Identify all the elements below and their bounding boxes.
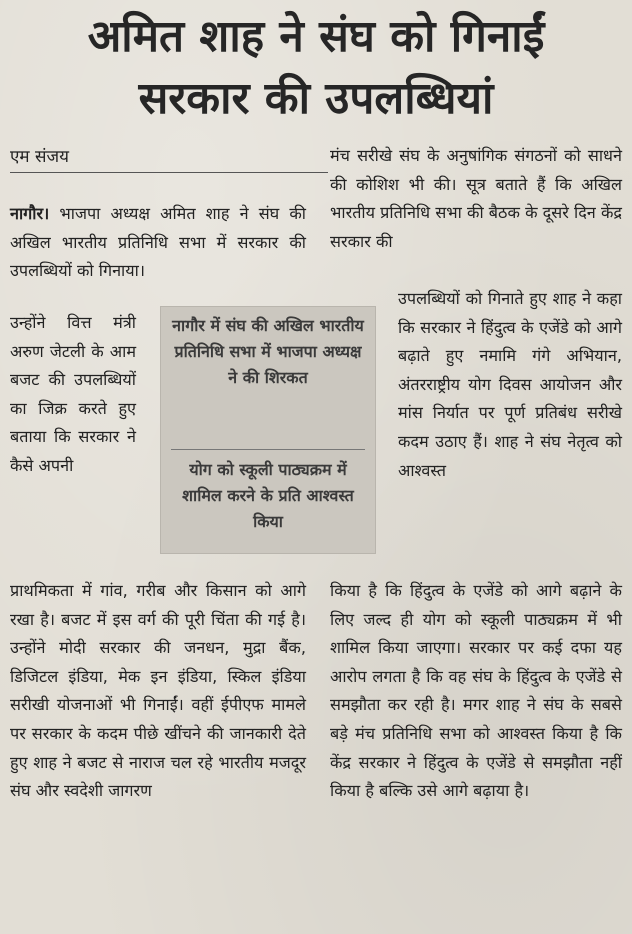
pull-quote-second: योग को स्कूली पाठ्यक्रम में शामिल करने के प्रति आश्वस्त किया <box>182 460 354 531</box>
article-left-column-bottom <box>10 577 306 806</box>
article-text-left-bottom: प्राथमिकता में गांव, गरीब और किसान को आगे रखा है। बजट में इस वर्ग की पूरी चिंता की गई है। उन्होंने मोदी सरकार की जनधन, मुद्रा बैंक, डिजिटल इंडिया, मेक इन इंडिया, स्किल इंडिया सरीखी योजनाओं भी गिनाईं। वहीं ईपीएफ मामले पर सरकार के कदम पीछे खींचने की जानकारी देते हुए शाह ने बजट से नाराज चल रहे भारतीय मजदूर संघ और स्वदेशी जागरण <box>10 581 306 801</box>
article-left-column-narrow <box>10 309 136 481</box>
byline: एम संजय <box>10 146 328 173</box>
headline <box>0 6 632 130</box>
article-right-column-top <box>330 142 622 256</box>
article-text-right-top: मंच सरीखे संघ के अनुषांगिक संगठनों को साधने की कोशिश भी की। सूत्र बताते हैं कि अखिल भारतीय प्रतिनिधि सभा की बैठक के दूसरे दिन केंद्र सरकार की <box>330 146 622 251</box>
article-right-column-narrow <box>398 285 622 485</box>
article-text-right-bottom: किया है कि हिंदुत्व के एजेंडे को आगे बढ़ाने के लिए जल्द ही योग को स्कूली पाठ्यक्रम में भी शामिल किया जाएगा। सरकार पर कई दफा यह आरोप लगता है कि वह संघ के हिंदुत्व के एजेंडे से समझौता कर रही है। मगर शाह ने संघ के सबसे बड़े मंच प्रतिनिधि सभा को आश्वस्त किया है कि केंद्र सरकार ने हिंदुत्व के एजेंडे से समझौता नहीं किया है बल्कि उसे आगे बढ़ाया है। <box>330 581 623 801</box>
headline-line-2: सरकार की उपलब्धियां <box>138 73 494 124</box>
pull-quote-box <box>160 306 376 554</box>
article-text-left-top: भाजपा अध्यक्ष अमित शाह ने संघ की अखिल भारतीय प्रतिनिधि सभा में सरकार की उपलब्धियों को गिनाया। <box>10 204 306 281</box>
article-text-right-narrow: उपलब्धियों को गिनाते हुए शाह ने कहा कि सरकार ने हिंदुत्व के एजेंडे को आगे बढ़ाते हुए नमामि गंगे अभियान, अंतरराष्ट्रीय योग दिवस आयोजन और मांस निर्यात पर पूर्ण प्रतिबंध सरीखे कदम उठाए हैं। शाह ने संघ नेतृत्व को आश्वस्त <box>398 289 622 480</box>
headline-line-1: अमित शाह ने संघ को गिनाईं <box>87 11 545 62</box>
dateline: नागौर। <box>10 204 50 223</box>
article-text-left-narrow: उन्होंने वित्त मंत्री अरुण जेटली के आम बजट की उपलब्धियों का जिक्र करते हुए बताया कि सरकार ने कैसे अपनी <box>10 313 136 475</box>
article-right-column-bottom <box>330 577 622 806</box>
pull-quote-first: नागौर में संघ की अखिल भारतीय प्रतिनिधि सभा में भाजपा अध्यक्ष ने की शिरकत <box>172 316 364 387</box>
pull-quote-divider <box>171 449 365 450</box>
article-left-column-top <box>10 200 306 286</box>
